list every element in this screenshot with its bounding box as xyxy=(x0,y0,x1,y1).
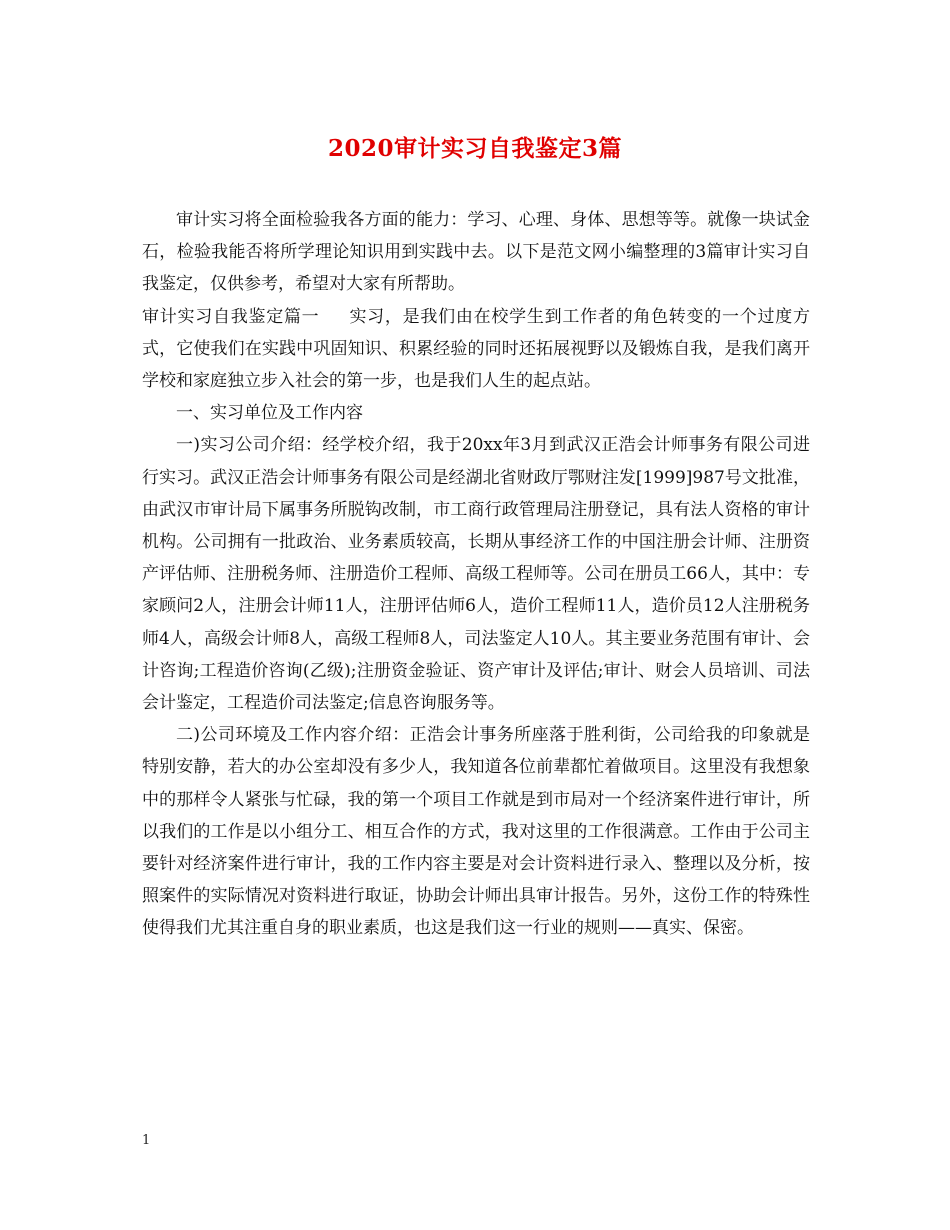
paragraph-text: 二)公司环境及工作内容介绍：正浩会计事务所座落于胜利街，公司给我的印象就是特别安静，若大的办公室却没有多少人，我知道各位前辈都忙着做项目。这里没有我想象中的那样令人紧张与忙碌，我的第一个项目工作就是到市局对一个经济案件进行审计，所以我们的工作是以小组分工、相互合作的方式，我对这里的工作很满意。工作由于公司主要针对经济案件进行审计，我的工作内容主要是对会计资料进行录入、整理以及分析，按照案件的实际情况对资料进行取证，协助会计师出具审计报告。另外，这份工作的特殊性使得我们尤其注重自身的职业素质，也这是我们这一行业的规则——真实、保密。 xyxy=(142,725,810,939)
section-heading: 审计实习自我鉴定篇一 xyxy=(142,306,320,327)
document-body xyxy=(142,204,810,945)
paragraph-subheading xyxy=(142,397,810,429)
document-title: 2020审计实习自我鉴定3篇 xyxy=(327,135,623,162)
paragraph-section-one xyxy=(142,301,810,398)
paragraph-text: 一、实习单位及工作内容 xyxy=(176,403,363,424)
paragraph-intro xyxy=(142,204,810,301)
paragraph-work-environment xyxy=(142,719,810,944)
paragraph-text: 审计实习将全面检验我各方面的能力：学习、心理、身体、思想等等。就像一块试金石，检验我能否将所学理论知识用到实践中去。以下是范文网小编整理的3篇审计实习自我鉴定，仅供参考，希望对大家有所帮助。 xyxy=(142,210,810,295)
page-number: 1 xyxy=(142,1133,151,1148)
paragraph-text: 实习，是我们由在校学生到工作者的角色转变的一个过度方式，它使我们在实践中巩固知识、积累经验的同时还拓展视野以及锻炼自我，是我们离开学校和家庭独立步入社会的第一步，也是我们人生的起点站。 xyxy=(142,306,811,392)
paragraph-text: 一)实习公司介绍：经学校介绍，我于20xx年3月到武汉正浩会计师事务有限公司进行实习。武汉正浩会计师事务有限公司是经湖北省财政厅鄂财注发[1999]987号文批准，由武汉市审计局下属事务所脱钩改制，市工商行政管理局注册登记，具有法人资格的审计机构。公司拥有一批政治、业务素质较高，长期从事经济工作的中国注册会计师、注册资产评估师、注册税务师、注册造价工程师、高级工程师等。公司在册员工66人，其中：专家顾问2人，注册会计师11人，注册评估师6人，造价工程师11人，造价员12人注册税务师4人，高级会计师8人，高级工程师8人，司法鉴定人10人。其主要业务范围有审计、会计咨询;工程造价咨询(乙级);注册资金验证、资产审计及评估;审计、财会人员培训、司法会计鉴定，工程造价司法鉴定;信息咨询服务等。 xyxy=(142,435,810,714)
paragraph-company-intro xyxy=(142,429,810,719)
